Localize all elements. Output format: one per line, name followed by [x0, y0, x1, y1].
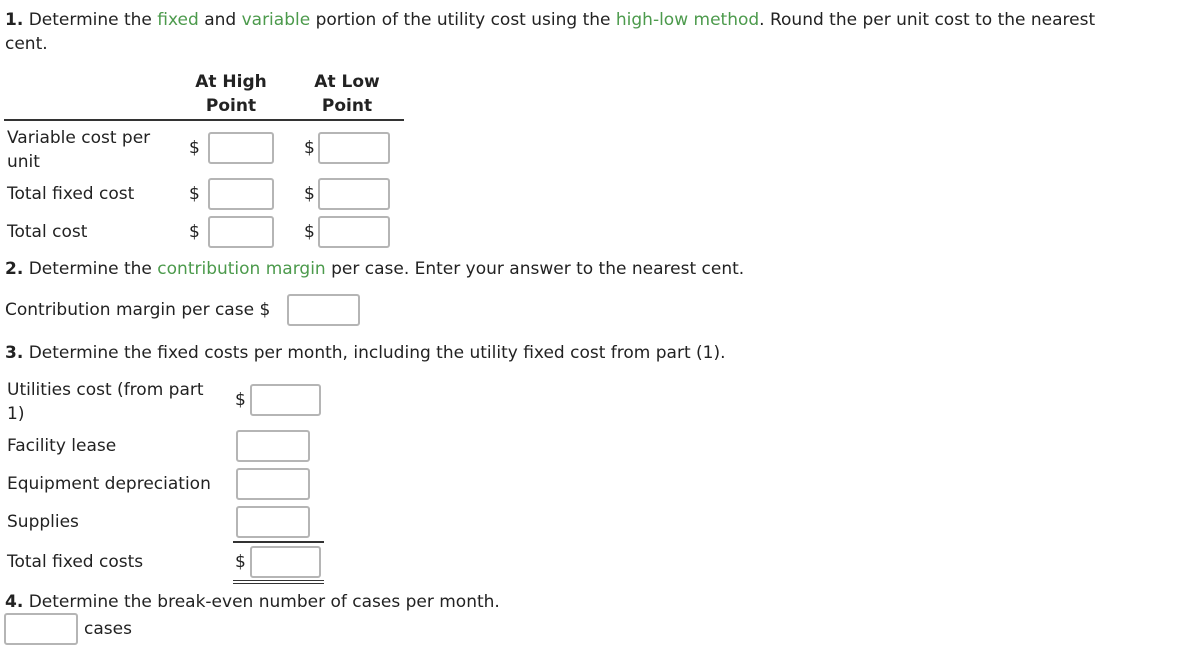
col-header-high: At High Point	[195, 72, 267, 116]
part1-question: 1. Determine the fixed and variable portion of the utility cost using the high-low method. Round the per unit cost to the nearest	[5, 10, 1096, 30]
link-fixed[interactable]: fixed	[157, 10, 199, 30]
part4-question: 4. Determine the break-even number of cases per month.	[5, 592, 500, 612]
part4-number: 4.	[5, 592, 24, 612]
row-label-total-fixed-costs: Total fixed costs	[7, 552, 144, 572]
row-label-utilities-cost: Utilities cost (from part 1)	[7, 380, 204, 424]
currency-symbol: $	[235, 552, 246, 572]
currency-symbol: $	[189, 222, 200, 242]
part3-question: 3. Determine the fixed costs per month, including the utility fixed cost from part (1).	[5, 343, 726, 363]
row-label-equipment-depreciation: Equipment depreciation	[7, 474, 211, 494]
total-cost-low-input[interactable]	[318, 216, 390, 248]
subtotal-rule	[233, 541, 324, 543]
row-label-supplies: Supplies	[7, 512, 79, 532]
cases-unit-label: cases	[84, 619, 132, 639]
part2-question: 2. Determine the contribution margin per case. Enter your answer to the nearest cent.	[5, 259, 745, 279]
col-header-low: At Low Point	[314, 72, 380, 116]
contribution-margin-label: Contribution margin per case $	[5, 300, 271, 320]
row-label-total-fixed-cost: Total fixed cost	[7, 184, 135, 204]
currency-symbol: $	[304, 184, 315, 204]
facility-lease-input[interactable]	[236, 430, 310, 462]
currency-symbol: $	[189, 138, 200, 158]
currency-symbol: $	[304, 222, 315, 242]
currency-symbol: $	[235, 390, 246, 410]
table-header-rule	[4, 119, 404, 121]
total-fixed-costs-input[interactable]	[250, 546, 321, 578]
link-high-low-method[interactable]: high-low method	[615, 10, 760, 30]
row-label-facility-lease: Facility lease	[7, 436, 117, 456]
part1-question-cont: cent.	[5, 34, 48, 54]
total-fixed-cost-low-input[interactable]	[318, 178, 390, 210]
variable-cost-low-input[interactable]	[318, 132, 390, 164]
link-variable[interactable]: variable	[241, 10, 311, 30]
equipment-depreciation-input[interactable]	[236, 468, 310, 500]
utilities-cost-input[interactable]	[250, 384, 321, 416]
total-double-rule	[233, 580, 324, 584]
total-fixed-cost-high-input[interactable]	[208, 178, 274, 210]
currency-symbol: $	[304, 138, 315, 158]
row-label-total-cost: Total cost	[7, 222, 88, 242]
part3-number: 3.	[5, 343, 24, 363]
part2-number: 2.	[5, 259, 24, 279]
link-contribution-margin[interactable]: contribution margin	[157, 259, 326, 279]
supplies-input[interactable]	[236, 506, 310, 538]
variable-cost-high-input[interactable]	[208, 132, 274, 164]
contribution-margin-input[interactable]	[287, 294, 360, 326]
currency-symbol: $	[189, 184, 200, 204]
total-cost-high-input[interactable]	[208, 216, 274, 248]
breakeven-cases-input[interactable]	[4, 613, 78, 645]
row-label-variable-cost: Variable cost per unit	[7, 128, 151, 172]
part1-number: 1.	[5, 10, 24, 30]
